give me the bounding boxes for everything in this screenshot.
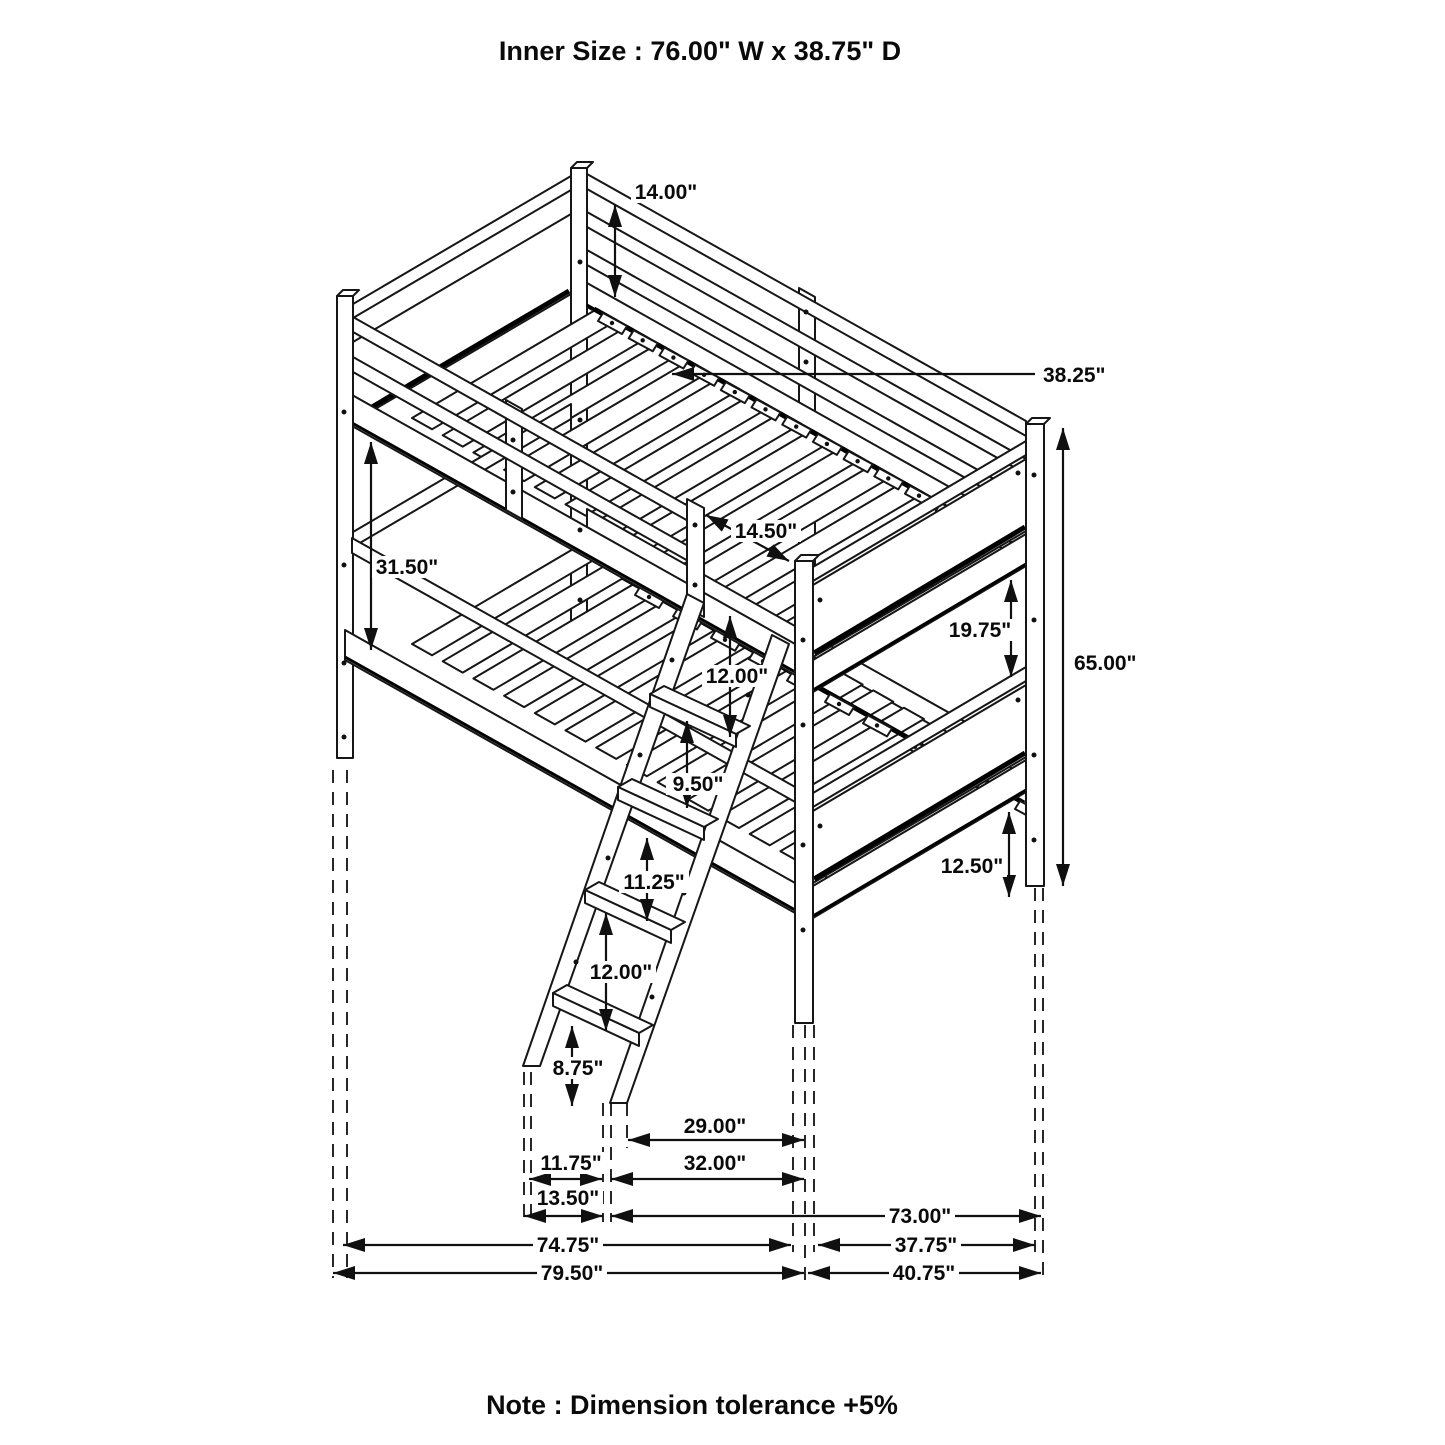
- dim-label-ladder-opening: 14.50": [734, 520, 798, 543]
- bunk-bed-drawing: [337, 162, 1050, 1103]
- dim-label-overall-length: 79.50": [540, 1262, 604, 1285]
- dim-label-foot-end-gap: 19.75": [948, 619, 1012, 642]
- rear-right-post: [1026, 418, 1050, 886]
- dim-label-step-top: 12.00": [705, 665, 769, 688]
- dim-label-lower-clearance: 12.50": [940, 855, 1004, 878]
- dim-label-step-fourth: 12.00": [589, 961, 653, 984]
- note-text: Note : Dimension tolerance +5%: [486, 1390, 898, 1420]
- dim-label-ladder-inner-width: 11.75": [540, 1152, 602, 1175]
- dim-label-guardrail-height: 14.00": [634, 181, 698, 204]
- dim-label-ladder-footprint: 13.50": [536, 1187, 600, 1210]
- dim-label-step-second: 9.50": [672, 773, 724, 796]
- dim-label-length-to-ladder: 73.00": [888, 1205, 952, 1228]
- dim-label-ladder-span: 32.00": [683, 1152, 747, 1175]
- page-title: Inner Size : 76.00" W x 38.75" D: [498, 36, 902, 66]
- dim-label-inner-length: 74.75": [536, 1234, 600, 1257]
- dim-label-ladder-reach: 29.00": [683, 1115, 747, 1138]
- dim-label-overall-depth: 40.75": [892, 1262, 956, 1285]
- dim-label-slat-length: 38.25": [1043, 364, 1106, 387]
- dim-label-step-bottom: 8.75": [552, 1057, 604, 1080]
- dim-label-overall-height: 65.00": [1074, 652, 1137, 675]
- dim-label-inner-depth: 37.75": [894, 1234, 958, 1257]
- dim-label-step-third: 11.25": [623, 871, 685, 894]
- dim-label-bunk-clearance: 31.50": [375, 556, 439, 579]
